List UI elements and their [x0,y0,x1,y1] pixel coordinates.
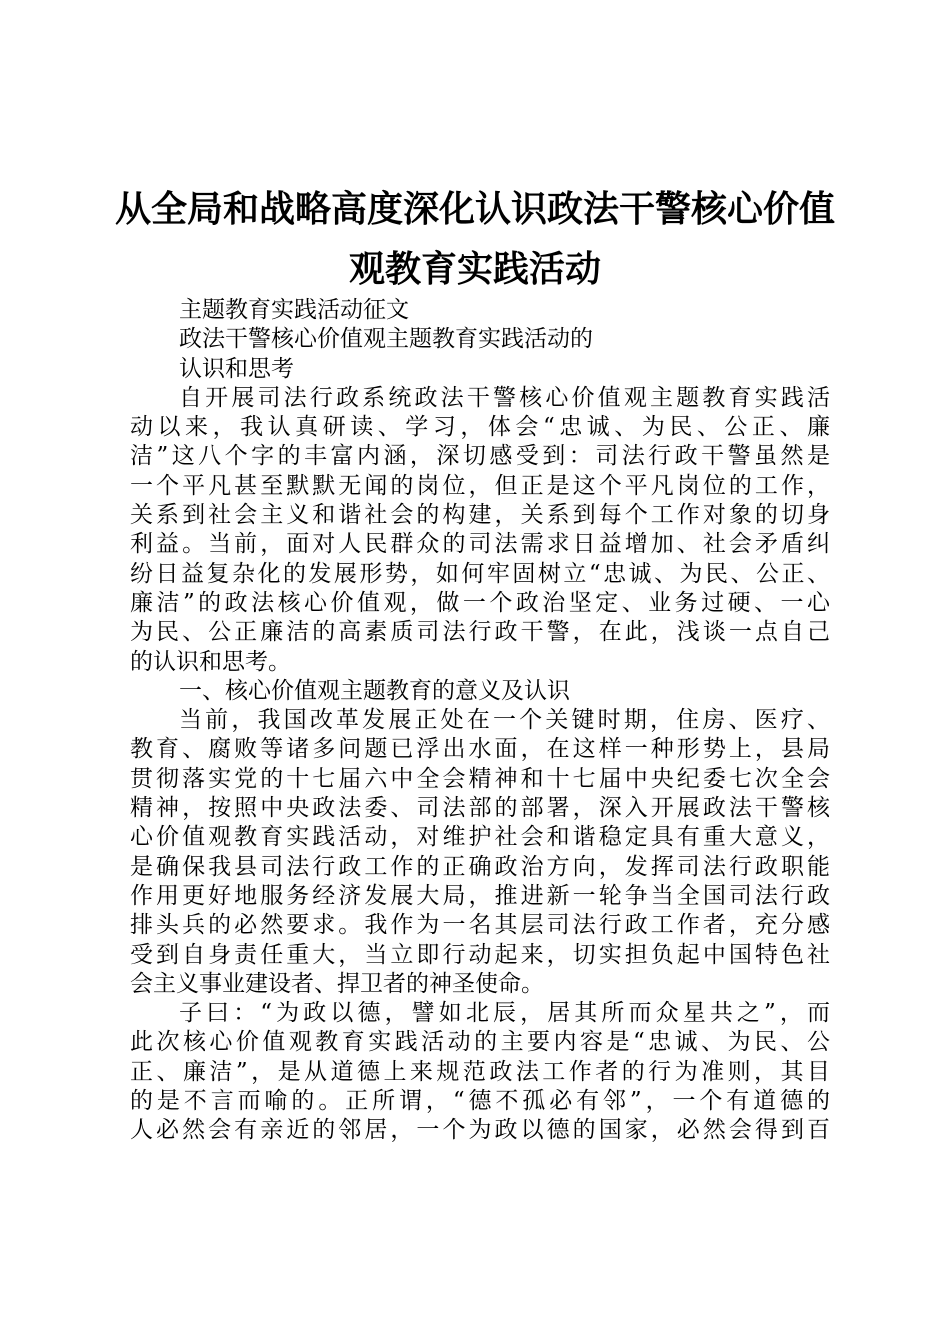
body-text-line: 一个平凡甚至默默无闻的岗位，但正是这个平凡岗位的工作， [130,472,830,499]
body-text-line: 政法干警核心价值观主题教育实践活动的 [179,326,593,353]
body-text-line: 为民、公正廉洁的高素质司法行政干警，在此，浅谈一点自己 [130,619,830,646]
body-text-line: 心价值观教育实践活动，对维护社会和谐稳定具有重大意义， [130,824,830,851]
body-text-line: 廉洁”的政法核心价值观，做一个政治坚定、业务过硬、一心 [130,589,830,616]
body-text-line: 会主义事业建设者、捍卫者的神圣使命。 [130,970,544,997]
body-text-line: 此次核心价值观教育实践活动的主要内容是“忠诚、为民、公 [130,1029,830,1056]
document-body [130,296,830,1146]
body-text-line: 作用更好地服务经济发展大局，推进新一轮争当全国司法行政 [130,882,830,909]
body-text-line: 关系到社会主义和谐社会的构建，关系到每个工作对象的切身 [130,502,830,529]
body-text-line: 是确保我县司法行政工作的正确政治方向，发挥司法行政职能 [130,853,830,880]
body-text-line: 正、廉洁”，是从道德上来规范政法工作者的行为准则，其目 [130,1058,830,1085]
body-text-line: 自开展司法行政系统政法干警核心价值观主题教育实践活 [179,384,830,411]
body-text-line: 受到自身责任重大，当立即行动起来，切实担负起中国特色社 [130,941,830,968]
body-text-line: 教育、腐败等诸多问题已浮出水面，在这样一种形势上，县局 [130,736,830,763]
body-text-line: 洁”这八个字的丰富内涵，深切感受到：司法行政干警虽然是 [130,443,830,470]
body-text-line: 人必然会有亲近的邻居，一个为政以德的国家，必然会得到百 [130,1117,830,1144]
body-text-line: 认识和思考 [179,355,294,382]
body-text-line: 一、核心价值观主题教育的意义及认识 [179,677,570,704]
body-text-line: 子曰：“为政以德，譬如北辰，居其所而众星共之”，而 [179,1000,830,1027]
document-title-line-2: 观教育实践活动 [348,249,601,290]
document-title-line-1: 从全局和战略高度深化认识政法干警核心价值 [114,189,835,230]
body-text-line: 利益。当前，面对人民群众的司法需求日益增加、社会矛盾纠 [130,531,830,558]
body-text-line: 贯彻落实党的十七届六中全会精神和十七届中央纪委七次全会 [130,765,830,792]
body-text-line: 当前，我国改革发展正处在一个关键时期，住房、医疗、 [179,707,830,734]
body-text-line: 主题教育实践活动征文 [179,297,409,323]
body-text-line: 的认识和思考。 [130,648,291,675]
body-text-line: 精神，按照中央政法委、司法部的部署，深入开展政法干警核 [130,795,830,822]
body-text-line: 排头兵的必然要求。我作为一名其层司法行政工作者，充分感 [130,912,830,939]
body-text-line: 的是不言而喻的。正所谓，“德不孤必有邻”，一个有道德的 [130,1088,830,1115]
body-text-line: 纷日益复杂化的发展形势，如何牢固树立“忠诚、为民、公正、 [130,560,830,587]
body-text-line: 动以来，我认真研读、学习，体会“忠诚、为民、公正、廉 [130,414,830,441]
